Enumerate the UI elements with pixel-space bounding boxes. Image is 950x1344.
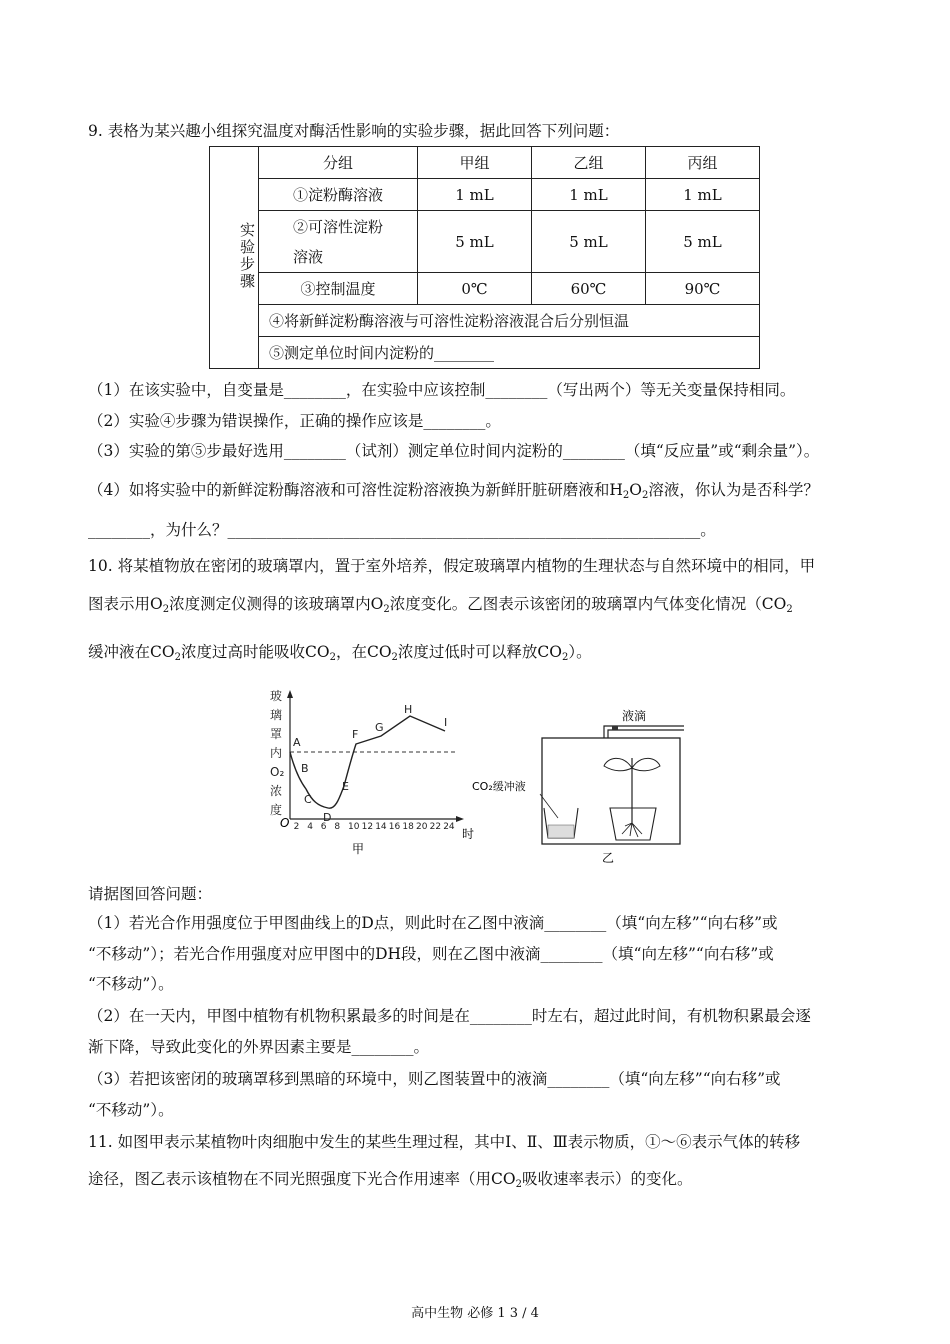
co2-sub: 2: [391, 652, 398, 663]
droplet-label: 液滴: [622, 709, 647, 723]
header-group: 分组: [259, 147, 418, 179]
steps-label-cell: [210, 147, 259, 369]
point-label-f: F: [352, 728, 359, 741]
co2-symbol: CO: [491, 1170, 516, 1188]
row2-bing: 5 mL: [646, 211, 760, 273]
co2-sub: 2: [174, 652, 181, 663]
o2-symbol: O: [150, 595, 163, 613]
o2-sub: 2: [162, 604, 170, 615]
q9-sub4-b: 溶液，你认为是否科学？: [648, 481, 819, 499]
row2-label-b: 溶液: [293, 247, 324, 266]
point-label-c: C: [304, 793, 312, 806]
roots-icon: [622, 823, 642, 837]
x-tick-label: 2: [293, 822, 300, 832]
co2-symbol: CO: [366, 643, 392, 661]
row1-yi: 1 mL: [532, 179, 646, 211]
header-jia: 甲组: [418, 147, 532, 179]
point-label-b: B: [301, 762, 309, 775]
x-tick-label: 8: [334, 822, 341, 832]
q10-s2-l2: 渐下降，导致此变化的外界因素主要是________。: [88, 1038, 430, 1056]
co2-sub: 2: [786, 604, 793, 615]
co2-symbol: CO: [537, 643, 562, 661]
q10-p3-a: 缓冲液在: [88, 643, 151, 661]
droplet: [612, 726, 618, 730]
q10-p2-c: 浓度变化。乙图表示该密闭的玻璃罩内气体变化情况（: [389, 595, 762, 613]
co2-symbol: CO: [761, 595, 787, 613]
q9-sub4-line2: ________，为什么？_____________________________________________________________。: [88, 521, 716, 539]
q10-para1: 10. 将某植物放在密闭的玻璃罩内，置于室外培养，假定玻璃罩内植物的生理状态与自然环境中的相同，甲: [88, 557, 816, 575]
point-label-h: H: [404, 703, 413, 716]
q9-sub1: （1）在该实验中，自变量是________，在实验中应该控制________（写出两个）等无关变量保持相同。: [88, 381, 796, 399]
row4-text: ④将新鲜淀粉酶溶液与可溶性淀粉溶液混合后分别恒温: [259, 305, 760, 337]
graph-jia-caption: 甲: [352, 842, 365, 856]
ylabel-char: 浓: [270, 784, 283, 798]
row2-label-a: ②可溶性淀粉: [293, 217, 384, 236]
row2-yi: 5 mL: [532, 211, 646, 273]
x-tick-label: 22: [429, 822, 442, 832]
q11-para2: [88, 1167, 692, 1190]
x-tick-label: 16: [388, 822, 401, 832]
row5-text: ⑤测定单位时间内淀粉的________: [259, 337, 760, 369]
q10-p3-e: ）。: [568, 643, 592, 661]
q9-sub4: [88, 478, 819, 501]
co2-sub: 2: [515, 1179, 522, 1190]
origin-label: O: [280, 816, 290, 830]
point-label-a: A: [293, 736, 301, 749]
graph-yi: [472, 698, 692, 868]
ylabel-char: 罩: [270, 727, 283, 741]
co2-symbol: CO: [304, 643, 330, 661]
point-label-i: I: [444, 716, 448, 729]
q10-p3-b: 浓度过高时能吸收: [180, 643, 305, 661]
buffer-liquid: [548, 825, 574, 838]
row1-jia: 1 mL: [418, 179, 532, 211]
point-label-e: E: [342, 780, 349, 793]
row1-label: ①淀粉酶溶液: [259, 179, 418, 211]
q10-s1-l2: “不移动”）；若光合作用强度对应甲图中的DH段，则在乙图中液滴________（填“向左移”“向右移”或: [88, 945, 774, 963]
ylabel-char: 度: [270, 803, 283, 817]
q10-para3: [88, 640, 592, 663]
ylabel-char: 内: [270, 746, 283, 760]
q10-p2-b: 浓度测定仪测得的该玻璃罩内: [169, 595, 371, 613]
y-arrow-icon: [287, 690, 293, 698]
co2-symbol: CO: [150, 643, 175, 661]
x-tick-label: 18: [402, 822, 414, 832]
row3-jia: 0℃: [418, 273, 532, 305]
graph-yi-caption: 乙: [602, 851, 615, 865]
header-yi: 乙组: [532, 147, 646, 179]
header-bing: 丙组: [646, 147, 760, 179]
q10-s3-l1: （3）若把该密闭的玻璃罩移到黑暗的环境中，则乙图装置中的液滴________（填“向左移”“向右移”或: [88, 1070, 781, 1088]
co2-sub: 2: [329, 652, 336, 663]
q10-p3-c: ，在: [335, 643, 367, 661]
row1-bing: 1 mL: [646, 179, 760, 211]
o2-curve: [290, 716, 448, 808]
q10-prompt: 请据图回答问题：: [88, 885, 213, 903]
point-label-d: D: [323, 811, 332, 824]
buffer-label: CO₂缓冲液: [472, 780, 526, 793]
q11-p2-b: 吸收速率表示）的变化。: [521, 1170, 693, 1188]
row2-label: [259, 211, 418, 273]
ylabel-char: 玻: [270, 689, 283, 703]
x-tick-label: 14: [375, 822, 387, 832]
x-arrow-icon: [456, 816, 464, 822]
x-tick-label: 10: [348, 822, 360, 832]
ylabel-char: O₂: [270, 765, 285, 779]
x-tick-label: 4: [307, 822, 313, 832]
row3-yi: 60℃: [532, 273, 646, 305]
q11-p2-a: 途径，图乙表示该植物在不同光照强度下光合作用速率（用: [88, 1170, 492, 1188]
q10-s1-l1: （1）若光合作用强度位于甲图曲线上的D点，则此时在乙图中液滴________（填“向左移”“向右移”或: [88, 914, 778, 932]
x-tick-label: 20: [416, 822, 428, 832]
x-tick-label: 12: [361, 822, 374, 832]
o-symbol: O: [629, 481, 642, 499]
o2-symbol: O: [370, 595, 384, 613]
co2-sub: 2: [562, 652, 569, 663]
ylabel-char: 璃: [270, 708, 283, 722]
q9-intro: 9. 表格为某兴趣小组探究温度对酶活性影响的实验步骤，据此回答下列问题：: [88, 122, 620, 140]
q9-sub2: （2）实验④步骤为错误操作，正确的操作应该是________。: [88, 412, 501, 430]
q11-para1: 11. 如图甲表示某植物叶肉细胞中发生的某些生理过程，其中Ⅰ、Ⅱ、Ⅲ表示物质，①～⑥表示气体的转移: [88, 1133, 801, 1151]
row2-jia: 5 mL: [418, 211, 532, 273]
q10-s3-l2: “不移动”）。: [88, 1101, 174, 1119]
q10-para2: [88, 592, 793, 615]
steps-label: 实验步骤: [238, 221, 256, 290]
q10-p3-d: 浓度过低时可以释放: [397, 643, 538, 661]
q10-s2-l1: （2）在一天内，甲图中植物有机物积累最多的时间是在________时左右，超过此时间，有机物积累最会逐: [88, 1007, 811, 1025]
q10-p2-a: 图表示用: [88, 595, 151, 613]
page-footer: 高中生物 必修 1 3 / 4: [411, 1306, 539, 1321]
x-axis-label: 时: [462, 827, 475, 841]
row3-bing: 90℃: [646, 273, 760, 305]
h-subscript: 2: [622, 490, 630, 501]
x-tick-label: 6: [320, 822, 327, 832]
leaf-right-icon: [632, 758, 660, 770]
point-label-g: G: [375, 721, 384, 734]
o2-sub: 2: [383, 604, 390, 615]
q9-sub3: （3）实验的第⑤步最好选用________（试剂）测定单位时间内淀粉的________（填“反应量”或“剩余量”）。: [88, 442, 820, 460]
row3-label: ③控制温度: [259, 273, 418, 305]
experiment-table: [209, 146, 760, 369]
q9-sub4-a: （4）如将实验中的新鲜淀粉酶溶液和可溶性淀粉溶液换为新鲜肝脏研磨液和: [88, 481, 610, 499]
q10-s1-l3: “不移动”）。: [88, 975, 174, 993]
x-tick-label: 24: [443, 822, 455, 832]
o-subscript: 2: [642, 490, 649, 501]
h-symbol: H: [609, 481, 623, 499]
leaf-left-icon: [604, 758, 632, 770]
graph-jia: [262, 686, 482, 856]
